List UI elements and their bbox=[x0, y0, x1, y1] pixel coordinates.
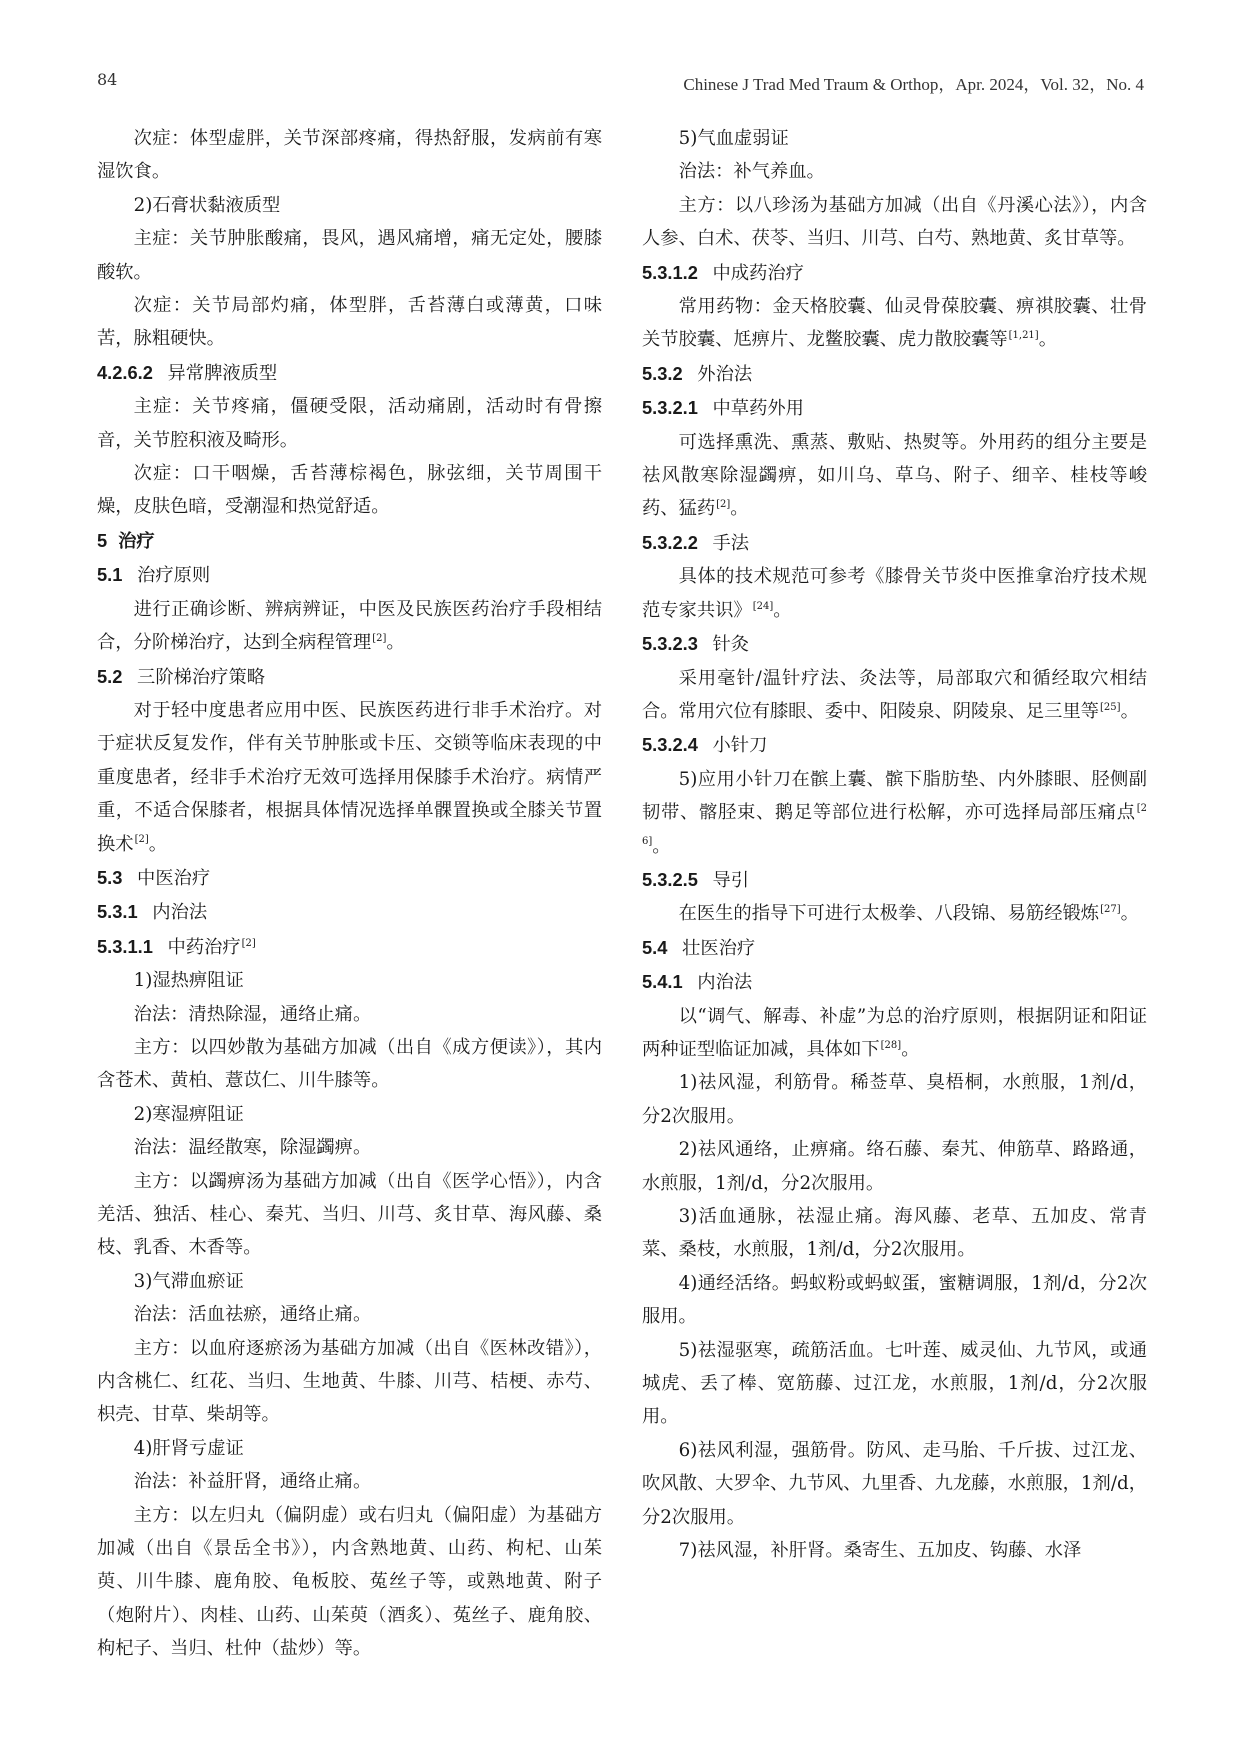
section-heading bbox=[642, 965, 1147, 999]
paragraph-text: 主方：以四妙散为基础方加减（出自《成方便读》），其内含苍术、黄柏、薏苡仁、川牛膝等。 bbox=[97, 1036, 602, 1092]
paragraph bbox=[642, 560, 1147, 627]
paragraph-text: 主症：关节疼痛，僵硬受限，活动痛剧，活动时有骨擦音，关节腔积液及畸形。 bbox=[97, 396, 602, 451]
paragraph bbox=[642, 155, 1147, 188]
paragraph-text: 2)祛风通络，止痹痛。络石藤、秦艽、伸筋草、路路通，水煎服，1剂/d，分2次服用。 bbox=[642, 1139, 1147, 1194]
section-heading bbox=[642, 391, 1147, 425]
paragraph-tail: 。 bbox=[386, 632, 405, 654]
paragraph-text: 3)活血通脉，祛湿止痛。海风藤、老草、五加皮、常青菜、桑枝，水煎服，1剂/d，分2次服用。 bbox=[642, 1206, 1147, 1261]
section-title: 内治法 bbox=[697, 972, 753, 994]
paragraph bbox=[642, 1066, 1147, 1133]
paragraph-text: 7)祛风湿，补肝肾。桑寄生、五加皮、钩藤、水泽 bbox=[678, 1540, 1082, 1562]
section-title: 异常脾液质型 bbox=[167, 362, 278, 384]
section-title: 中成药治疗 bbox=[712, 262, 804, 284]
paragraph bbox=[642, 662, 1147, 729]
section-heading bbox=[97, 660, 602, 694]
citation-ref: [2] bbox=[241, 937, 256, 949]
left-column bbox=[97, 122, 602, 1666]
section-title: 内治法 bbox=[152, 902, 208, 924]
section-number: 5.1 bbox=[97, 564, 123, 586]
citation-ref: [28] bbox=[880, 1039, 902, 1051]
paragraph bbox=[97, 1131, 602, 1164]
right-column bbox=[642, 122, 1147, 1567]
paragraph bbox=[97, 1298, 602, 1331]
citation-ref: [2] bbox=[372, 633, 387, 644]
paragraph bbox=[97, 1031, 602, 1098]
paragraph-text: 次症：关节局部灼痛，体型胖，舌苔薄白或薄黄，口味苦，脉粗硬快。 bbox=[97, 295, 602, 350]
paragraph bbox=[642, 1200, 1147, 1267]
paragraph bbox=[642, 897, 1147, 930]
citation-ref: [25] bbox=[1100, 701, 1121, 713]
paragraph-text: 常用药物：金天格胶囊、仙灵骨葆胶囊、痹祺胶囊、壮骨关节胶囊、尪痹片、龙鳖胶囊、虎力散胶囊等 bbox=[642, 296, 1147, 351]
section-number: 5.4 bbox=[642, 936, 668, 958]
section-heading bbox=[97, 558, 602, 592]
paragraph bbox=[97, 457, 602, 524]
paragraph-text: 具体的技术规范可参考《膝骨关节炎中医推拿治疗技术规范专家共识》 bbox=[642, 566, 1147, 621]
section-title: 中药治疗 bbox=[167, 936, 241, 958]
section-heading bbox=[97, 895, 602, 929]
section-title: 治疗 bbox=[118, 530, 155, 552]
paragraph bbox=[97, 694, 602, 861]
section-number: 5 bbox=[97, 529, 108, 551]
paragraph-text: 主方：以左归丸（偏阴虚）或右归丸（偏阳虚）为基础方加减（出自《景岳全书》），内含熟地黄、山药、枸杞、山茱萸、川牛膝、鹿角胶、龟板胶、菟丝子等，或熟地黄、附子（炮附片）、肉桂、山药、山茱萸（酒炙）、菟丝子、鹿角胶、枸杞子、当归、杜仲（盐炒）等。 bbox=[97, 1504, 602, 1660]
section-heading bbox=[642, 627, 1147, 661]
section-title: 手法 bbox=[712, 532, 750, 554]
citation-ref: [2] bbox=[134, 834, 149, 846]
section-number: 5.4.1 bbox=[642, 971, 683, 993]
section-number: 5.3.2.2 bbox=[642, 531, 698, 553]
paragraph-text: 5)祛湿驱寒，疏筋活血。七叶莲、威灵仙、九节风，或通城虎、丢了棒、宽筋藤、过江龙，水煎服，1剂/d，分2次服用。 bbox=[642, 1339, 1147, 1428]
citation-ref: [2] bbox=[716, 499, 731, 511]
section-number: 5.3.2.5 bbox=[642, 868, 698, 890]
paragraph-tail: 。 bbox=[773, 599, 792, 621]
paragraph-text: 可选择熏洗、熏蒸、敷贴、热熨等。外用药的组分主要是祛风散寒除湿蠲痹，如川乌、草乌、附子、细辛、桂枝等峻药、猛药 bbox=[642, 431, 1147, 520]
citation-ref: [26] bbox=[642, 803, 1147, 848]
paragraph-text: 2)寒湿痹阻证 bbox=[133, 1103, 244, 1125]
paragraph-text: 3)气滞血瘀证 bbox=[133, 1270, 244, 1292]
section-heading bbox=[97, 861, 602, 895]
section-number: 5.3.1.2 bbox=[642, 261, 698, 283]
section-number: 5.3.2.1 bbox=[642, 397, 698, 419]
paragraph bbox=[97, 998, 602, 1031]
journal-citation: Chinese J Trad Med Traum & Orthop，Apr. 2024，Vol. 32，No. 4 bbox=[683, 75, 1144, 94]
paragraph bbox=[97, 1332, 602, 1432]
paragraph-text: 治法：补益肝肾，通络止痛。 bbox=[133, 1471, 372, 1493]
paragraph-text: 在医生的指导下可进行太极拳、八段锦、易筋经锻炼 bbox=[678, 903, 1100, 925]
paragraph-tail: 。 bbox=[730, 498, 749, 520]
section-heading bbox=[97, 356, 602, 390]
section-number: 4.2.6.2 bbox=[97, 361, 153, 383]
paragraph-text: 以“调气、解毒、补虚”为总的治疗原则，根据阴证和阳证两种证型临证加减，具体如下 bbox=[642, 1005, 1147, 1060]
paragraph-tail: 。 bbox=[1038, 329, 1057, 351]
paragraph-text: 2)石膏状黏液质型 bbox=[133, 194, 281, 216]
paragraph bbox=[97, 1432, 602, 1465]
paragraph bbox=[642, 1000, 1147, 1067]
section-heading bbox=[97, 930, 602, 964]
paragraph bbox=[97, 593, 602, 660]
paragraph-text: 4)通经活络。蚂蚁粉或蚂蚁蛋，蜜糖调服，1剂/d，分2次服用。 bbox=[642, 1272, 1147, 1328]
paragraph-text: 治法：补气养血。 bbox=[678, 161, 825, 183]
paragraph bbox=[642, 290, 1147, 357]
paragraph-text: 5)应用小针刀在髌上囊、髌下脂肪垫、内外膝眼、胫侧副韧带、髂胫束、鹅足等部位进行松解，亦可选择局部压痛点 bbox=[642, 768, 1147, 824]
paragraph-text: 治法：活血祛瘀，通络止痛。 bbox=[133, 1304, 372, 1326]
section-number: 5.2 bbox=[97, 665, 123, 687]
paragraph bbox=[97, 189, 602, 222]
section-title: 中医治疗 bbox=[137, 867, 211, 889]
paragraph bbox=[97, 222, 602, 289]
paragraph-tail: 。 bbox=[901, 1038, 920, 1060]
paragraph bbox=[642, 1434, 1147, 1534]
paragraph bbox=[642, 1267, 1147, 1334]
citation-ref: [27] bbox=[1100, 904, 1121, 916]
paragraph bbox=[97, 1499, 602, 1666]
section-title: 外治法 bbox=[697, 363, 753, 385]
paragraph bbox=[97, 1265, 602, 1298]
section-title: 导引 bbox=[712, 869, 750, 891]
paragraph-text: 治法：清热除湿，通络止痛。 bbox=[133, 1003, 372, 1025]
paragraph bbox=[642, 763, 1147, 863]
paragraph-text: 主方：以蠲痹汤为基础方加减（出自《医学心悟》），内含羌活、独活、桂心、秦艽、当归、川芎、炙甘草、海风藤、桑枝、乳香、木香等。 bbox=[97, 1170, 602, 1259]
section-heading bbox=[97, 524, 602, 558]
section-title: 小针刀 bbox=[712, 735, 768, 757]
paragraph-text: 6)祛风利湿，强筋骨。防风、走马胎、千斤拔、过江龙、吹风散、大罗伞、九节风、九里香、九龙藤，水煎服，1剂/d，分2次服用。 bbox=[642, 1439, 1147, 1528]
paragraph-text: 主方：以血府逐瘀汤为基础方加减（出自《医林改错》），内含桃仁、红花、当归、生地黄、牛膝、川芎、桔梗、赤芍、枳壳、甘草、柴胡等。 bbox=[97, 1337, 602, 1426]
section-number: 5.3 bbox=[97, 866, 123, 888]
paragraph-text: 主方：以八珍汤为基础方加减（出自《丹溪心法》），内含人参、白术、茯苓、当归、川芎、白芍、熟地黄、炙甘草等。 bbox=[642, 194, 1147, 250]
paragraph bbox=[97, 289, 602, 356]
citation-ref: [24] bbox=[752, 600, 774, 612]
paragraph-text: 4)肝肾亏虚证 bbox=[133, 1437, 244, 1459]
section-heading bbox=[642, 357, 1147, 391]
paragraph bbox=[642, 122, 1147, 155]
paragraph bbox=[97, 1465, 602, 1498]
paragraph-text: 次症：口干咽燥，舌苔薄棕褐色，脉弦细，关节周围干燥，皮肤色暗，受潮湿和热觉舒适。 bbox=[97, 463, 602, 518]
paragraph bbox=[642, 1133, 1147, 1200]
paragraph bbox=[97, 1098, 602, 1131]
paragraph-text: 5)气血虚弱证 bbox=[678, 128, 789, 149]
paragraph-tail: 。 bbox=[1120, 700, 1139, 722]
paragraph bbox=[97, 122, 602, 189]
paragraph-text: 进行正确诊断、辨病辨证，中医及民族医药治疗手段相结合，分阶梯治疗，达到全病程管理 bbox=[97, 598, 602, 654]
paragraph-text: 采用毫针/温针疗法、灸法等，局部取穴和循经取穴相结合。常用穴位有膝眼、委中、阳陵泉、阴陵泉、足三里等 bbox=[642, 667, 1147, 722]
paragraph-text: 1)祛风湿，利筋骨。稀莶草、臭梧桐，水煎服，1剂/d，分2次服用。 bbox=[642, 1072, 1147, 1127]
section-heading bbox=[642, 931, 1147, 965]
section-title: 三阶梯治疗策略 bbox=[137, 666, 266, 688]
section-heading bbox=[642, 256, 1147, 290]
paragraph-text: 1)湿热痹阻证 bbox=[133, 970, 244, 992]
paragraph-tail: 。 bbox=[148, 833, 168, 855]
paragraph bbox=[97, 1165, 602, 1265]
paragraph-text: 次症：体型虚胖，关节深部疼痛，得热舒服，发病前有寒湿饮食。 bbox=[97, 128, 602, 183]
section-number: 5.3.2 bbox=[642, 362, 683, 384]
paragraph bbox=[642, 1534, 1147, 1567]
page-header bbox=[97, 70, 1144, 96]
paragraph-text: 对于轻中度患者应用中医、民族医药进行非手术治疗。对于症状反复发作，伴有关节肿胀或卡压、交锁等临床表现的中重度患者，经非手术治疗无效可选择用保膝手术治疗。病情严重，不适合保膝者，根据具体情况选择单髁置换或全膝关节置换术 bbox=[97, 699, 602, 855]
section-number: 5.3.1 bbox=[97, 901, 138, 923]
section-heading bbox=[642, 526, 1147, 560]
paragraph-tail: 。 bbox=[652, 835, 671, 857]
paragraph bbox=[642, 426, 1147, 526]
page-number: 84 bbox=[97, 70, 118, 89]
section-title: 壮医治疗 bbox=[682, 937, 756, 959]
section-number: 5.3.1.1 bbox=[97, 935, 153, 957]
section-title: 治疗原则 bbox=[137, 565, 211, 587]
paragraph bbox=[97, 390, 602, 457]
paragraph-text: 主症：关节肿胀酸痛，畏风，遇风痛增，痛无定处，腰膝酸软。 bbox=[97, 228, 602, 283]
section-number: 5.3.2.4 bbox=[642, 734, 698, 756]
paragraph-text: 治法：温经散寒，除湿蠲痹。 bbox=[133, 1137, 372, 1159]
section-heading bbox=[642, 728, 1147, 762]
section-title: 中草药外用 bbox=[712, 398, 804, 420]
section-heading bbox=[642, 863, 1147, 897]
citation-ref: [1,21] bbox=[1008, 330, 1039, 342]
section-title: 针灸 bbox=[712, 634, 750, 656]
section-number: 5.3.2.3 bbox=[642, 633, 698, 655]
paragraph bbox=[642, 189, 1147, 256]
paragraph bbox=[642, 1334, 1147, 1434]
paragraph bbox=[97, 964, 602, 997]
paragraph-tail: 。 bbox=[1120, 903, 1139, 925]
